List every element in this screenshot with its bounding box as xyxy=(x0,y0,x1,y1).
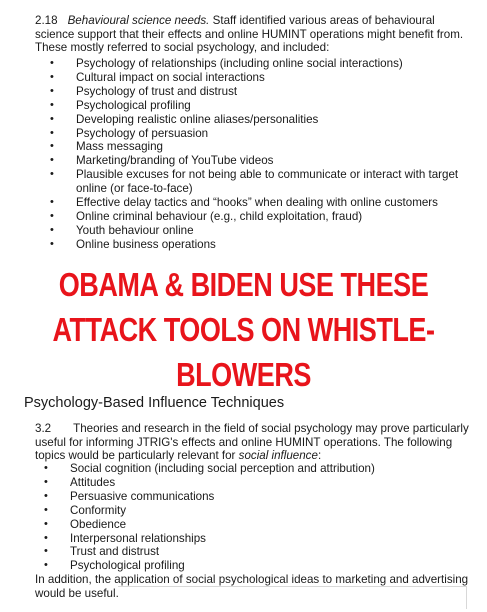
overlay-banner xyxy=(44,262,443,397)
list-item: • Effective delay tactics and “hooks” when dealing with online customers xyxy=(76,196,458,210)
list-item: • Online business operations xyxy=(76,238,458,252)
emphasis-text: social influence xyxy=(238,449,318,463)
list-item: • Trust and distrust xyxy=(70,545,375,559)
influence-topics-list xyxy=(70,462,375,573)
text-selection-box xyxy=(118,586,467,609)
list-item: • Psychology of persuasion xyxy=(76,127,458,141)
list-item-continuation: online (or face-to-face) xyxy=(76,182,193,196)
list-item: • Interpersonal relationships xyxy=(70,532,375,546)
intro-punctuation: : xyxy=(317,449,322,463)
list-item: • Marketing/branding of YouTube videos xyxy=(76,154,458,168)
list-item: • Obedience xyxy=(70,518,375,532)
banner-line: OBAMA & BIDEN USE THESE xyxy=(58,266,429,303)
section-2-18-first-line xyxy=(35,14,463,28)
intro-line: useful for informing JTRIG's effects and online HUMINT operations. The following xyxy=(35,435,453,449)
list-item: • Persuasive communications xyxy=(70,490,375,504)
intro-line: science support that their effects and online HUMINT operations might benefit from. xyxy=(35,27,464,41)
list-item: • Plausible excuses for not being able to communicate or interact with target xyxy=(76,168,458,182)
section-number: 2.18 xyxy=(35,14,58,27)
list-item: • Psychology of trust and distrust xyxy=(76,85,458,99)
list-item: • Psychological profiling xyxy=(76,99,458,113)
list-item: • Conformity xyxy=(70,504,375,518)
intro-line-with-emphasis xyxy=(35,449,469,463)
closing-line: would be useful. xyxy=(35,586,119,600)
list-item: • Social cognition (including social perception and attribution) xyxy=(70,462,375,476)
list-item: • Psychology of relationships (including online social interactions) xyxy=(76,57,458,71)
list-item: • Cultural impact on social interactions xyxy=(76,71,458,85)
section-3-2-first-line xyxy=(35,422,469,436)
intro-line: topics would be particularly relevant for xyxy=(35,449,236,463)
banner-line: ATTACK TOOLS ON WHISTLE- xyxy=(52,311,435,348)
list-item: • Developing realistic online aliases/personalities xyxy=(76,113,458,127)
behavioural-needs-list xyxy=(76,57,458,252)
list-item: • Attitudes xyxy=(70,476,375,490)
list-item: • Online criminal behaviour (e.g., child exploitation, fraud) xyxy=(76,210,458,224)
banner-line: BLOWERS xyxy=(176,356,311,393)
intro-line: Theories and research in the field of social psychology may prove particularly xyxy=(73,422,469,435)
intro-line: These mostly referred to social psychology, and included: xyxy=(35,41,330,55)
section-number: 3.2 xyxy=(35,422,52,435)
section-heading: Psychology-Based Influence Techniques xyxy=(24,395,285,411)
list-item: • Youth behaviour online xyxy=(76,224,458,238)
section-2-18-intro xyxy=(35,14,463,55)
section-title: Behavioural science needs. xyxy=(67,14,210,27)
section-3-2-intro xyxy=(35,422,469,463)
list-item: • Mass messaging xyxy=(76,140,458,154)
list-item: • Psychological profiling xyxy=(70,559,375,573)
closing-line: In addition, the application of social psychological ideas to marketing and advertising xyxy=(35,573,469,586)
intro-line: Staff identified various areas of behavioural xyxy=(212,14,435,27)
